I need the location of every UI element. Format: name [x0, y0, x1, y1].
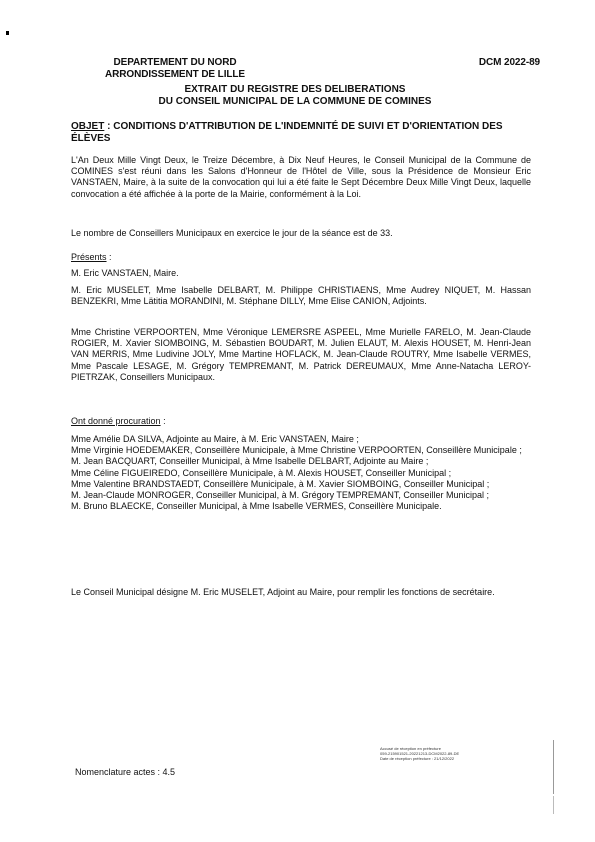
- department-header: [75, 57, 275, 81]
- presents-heading: [71, 252, 531, 263]
- stamp-line: 059-215901521-20221213-DCM2022-89-DE: [380, 751, 460, 756]
- deliberation-reference: DCM 2022-89: [478, 57, 540, 68]
- margin-line: [553, 740, 554, 794]
- procuration-item: M. Bruno BLAECKE, Conseiller Municipal, à Mme Isabelle VERMES, Conseillère Municipale.: [71, 501, 442, 512]
- stamp-line: Date de réception préfecture : 21/12/2022: [380, 756, 455, 761]
- subject: [71, 121, 531, 144]
- presents-adjoints: M. Eric MUSELET, Mme Isabelle DELBART, M. Philippe CHRISTIAENS, Mme Audrey NIQUET, M. Hassan BENZEKRI, Mme Lätitia MORANDINI, M. Stéphane DILLY, Mme Elise CANION, Adjoints.: [71, 285, 531, 307]
- procuration-list: [71, 434, 531, 512]
- arrondissement-name: ARRONDISSEMENT DE LILLE: [105, 69, 245, 80]
- nomenclature: Nomenclature actes : 4.5: [75, 767, 176, 777]
- procuration-item: Mme Céline FIGUEIREDO, Conseillère Municipale, à M. Alexis HOUSET, Conseiller Municipal ;: [71, 467, 452, 478]
- procuration-item: Mme Valentine BRANDSTAEDT, Conseillère Municipale, à M. Xavier SIOMBOING, Conseiller Municipal ;: [71, 478, 490, 489]
- scan-mark: [6, 31, 9, 35]
- procuration-heading: [71, 416, 531, 427]
- presents-label: Présents: [71, 252, 107, 262]
- procuration-item: M. Jean-Claude MONROGER, Conseiller Municipal, à M. Grégory TEMPREMANT, Conseiller Municipal ;: [71, 490, 489, 501]
- presents-colon: :: [106, 252, 112, 262]
- margin-line: [553, 796, 554, 814]
- procuration-item: M. Jean BACQUART, Conseiller Municipal, à Mme Isabelle DELBART, Adjointe au Maire ;: [71, 456, 429, 467]
- secretary-paragraph: Le Conseil Municipal désigne M. Eric MUSELET, Adjoint au Maire, pour remplir les fonctions de secrétaire.: [71, 587, 495, 597]
- presents-maire: M. Eric VANSTAEN, Maire.: [71, 268, 179, 278]
- title-line-2: DU CONSEIL MUNICIPAL DE LA COMMUNE DE COMINES: [158, 95, 432, 107]
- council-count: Le nombre de Conseillers Municipaux en exercice le jour de la séance est de 33.: [71, 228, 393, 238]
- stamp-line: Accusé de réception en préfecture: [380, 746, 441, 751]
- subject-label: OBJET: [71, 121, 105, 132]
- procuration-label: Ont donné procuration: [71, 416, 161, 426]
- presents-conseillers: Mme Christine VERPOORTEN, Mme Véronique LEMERSRE ASPEEL, Mme Murielle FARELO, M. Jean-Claude ROGIER, M. Xavier SIOMBOING, M. Sébastien BOUDART, M. Julien ELAUT, M. Alexis HOUSET, M. Henri-Jean VAN MERRIS, Mme Ludivine JOLY, Mme Martine HOFLACK, M. Jean-Claude ROUTRY, Mme Isabelle VERMES, Mme Pascale LESAGE, M. Grégory TEMPREMANT, M. Patrick DEREUMAUX, Mme Anne-Natacha LEROY-PIETRZAK, Conseillers Municipaux.: [71, 327, 531, 382]
- procuration-item: Mme Virginie HOEDEMAKER, Conseillère Municipale, à Mme Christine VERPOORTEN, Conseillère Municipale ;: [71, 445, 522, 456]
- procuration-colon: :: [160, 416, 166, 426]
- procuration-item: Mme Amélie DA SILVA, Adjointe au Maire, à M. Eric VANSTAEN, Maire ;: [71, 434, 359, 444]
- prefecture-stamp: [380, 746, 520, 761]
- intro-paragraph: L'An Deux Mille Vingt Deux, le Treize Décembre, à Dix Neuf Heures, le Conseil Municipal de la Commune de COMINES s'est réuni dans les Salons d'Honneur de l'Hôtel de Ville, sous la Présidence de Monsieur Eric VANSTAEN, Maire, à la suite de la convocation qui lui a été faite le Sept Décembre Deux Mille Vingt Deux, laquelle convocation a été affichée à la porte de la Mairie, conformément à la Loi.: [71, 155, 531, 199]
- title-line-1: EXTRAIT DU REGISTRE DES DELIBERATIONS: [184, 84, 406, 95]
- subject-text: : CONDITIONS D'ATTRIBUTION DE L'INDEMNITÉ DE SUIVI ET D'ORIENTATION DES ÉLÈVES: [71, 121, 503, 144]
- department-name: DEPARTEMENT DU NORD: [113, 57, 237, 68]
- document-title: [80, 84, 510, 107]
